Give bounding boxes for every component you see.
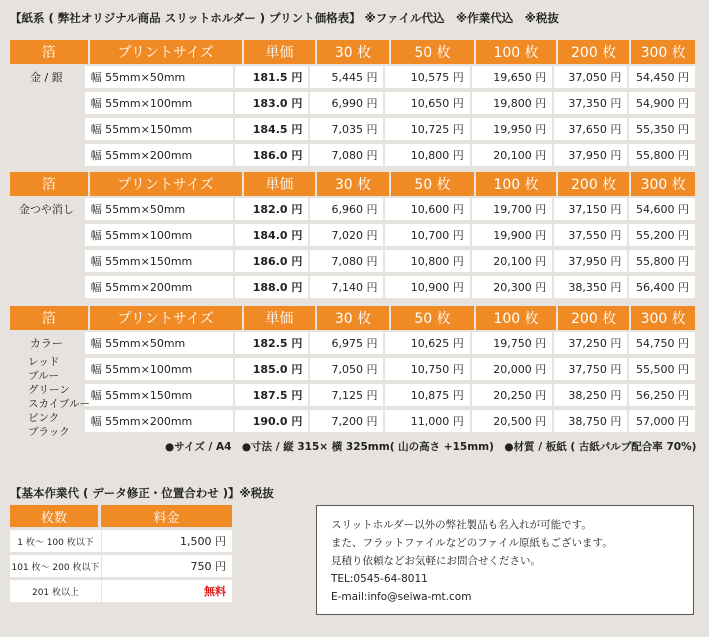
color-list bbox=[28, 355, 90, 439]
color-item: ブルー bbox=[28, 370, 60, 382]
unit-price-cell: 185.0 円 bbox=[235, 358, 308, 380]
table-row bbox=[10, 92, 695, 114]
price-cell: 6,960 円 bbox=[310, 198, 383, 220]
price-cell: 10,600 円 bbox=[385, 198, 469, 220]
price-cell: 55,200 円 bbox=[629, 224, 695, 246]
price-cell: 37,950 円 bbox=[554, 144, 627, 166]
size-cell: 幅 55mm×200mm bbox=[85, 410, 234, 432]
size-cell: 幅 55mm×50mm bbox=[85, 66, 234, 88]
unit-price-cell: 186.0 円 bbox=[235, 144, 308, 166]
color-item: スカイブルー bbox=[28, 398, 90, 410]
price-cell: 37,250 円 bbox=[554, 332, 627, 354]
unit-price-cell: 187.5 円 bbox=[235, 384, 308, 406]
info-line: また、フラットファイルなどのファイル原紙もございます。 bbox=[331, 537, 613, 549]
price-cell: 10,800 円 bbox=[385, 144, 469, 166]
header-cell: 300 枚 bbox=[631, 172, 695, 196]
price-cell: 10,700 円 bbox=[385, 224, 469, 246]
price-table bbox=[10, 306, 695, 436]
size-cell: 幅 55mm×200mm bbox=[85, 144, 234, 166]
price-cell: 11,000 円 bbox=[385, 410, 469, 432]
price-cell: 37,950 円 bbox=[554, 250, 627, 272]
foil-type-label: カラー bbox=[29, 337, 63, 350]
unit-price-cell: 188.0 円 bbox=[235, 276, 308, 298]
price-cell: 19,650 円 bbox=[472, 66, 553, 88]
header-cell: 単価 bbox=[244, 172, 316, 196]
basic-fee-row bbox=[10, 530, 232, 552]
price-cell: 7,050 円 bbox=[310, 358, 383, 380]
header-cell: 300 枚 bbox=[631, 40, 695, 64]
header-cell: 50 枚 bbox=[391, 40, 475, 64]
size-cell: 幅 55mm×100mm bbox=[85, 224, 234, 246]
size-cell: 幅 55mm×150mm bbox=[85, 384, 234, 406]
price-cell: 55,800 円 bbox=[629, 250, 695, 272]
header-cell: 100 枚 bbox=[476, 40, 556, 64]
info-line: スリットホルダー以外の弊社製品も名入れが可能です。 bbox=[331, 519, 592, 531]
price-cell: 10,725 円 bbox=[385, 118, 469, 140]
header-cell: 100 枚 bbox=[476, 306, 556, 330]
foil-type-label: 金つや消し bbox=[18, 203, 74, 216]
basic-fee-row bbox=[10, 580, 232, 602]
price-cell: 19,800 円 bbox=[472, 92, 553, 114]
price-cell: 37,350 円 bbox=[554, 92, 627, 114]
header-cell: 30 枚 bbox=[317, 306, 389, 330]
page-title: 【紙系 ( 弊社オリジナル商品 スリットホルダー ) プリント価格表】 ※ファイル代込 ※作業代込 ※税抜 bbox=[10, 11, 559, 25]
size-cell: 幅 55mm×150mm bbox=[85, 250, 234, 272]
header-cell: 30 枚 bbox=[317, 40, 389, 64]
price-cell: 10,575 円 bbox=[385, 66, 469, 88]
table-row bbox=[10, 384, 695, 406]
quantity-cell: 201 枚以上 bbox=[10, 580, 102, 602]
size-cell: 幅 55mm×50mm bbox=[85, 332, 234, 354]
table-row bbox=[10, 118, 695, 140]
header-cell: 50 枚 bbox=[391, 172, 475, 196]
table-header bbox=[10, 306, 695, 330]
header-fee: 料金 bbox=[101, 505, 232, 527]
price-cell: 55,350 円 bbox=[629, 118, 695, 140]
price-cell: 10,900 円 bbox=[385, 276, 469, 298]
basic-fee-table bbox=[10, 505, 232, 605]
fee-cell: 1,500 円 bbox=[180, 535, 226, 548]
price-cell: 10,625 円 bbox=[385, 332, 469, 354]
foil-type-label bbox=[10, 224, 83, 246]
header-cell: 200 枚 bbox=[558, 172, 630, 196]
basic-fee-header bbox=[10, 505, 232, 527]
price-cell: 37,750 円 bbox=[554, 358, 627, 380]
table-row bbox=[10, 250, 695, 272]
price-cell: 10,750 円 bbox=[385, 358, 469, 380]
basic-fee-row bbox=[10, 555, 232, 577]
header-quantity: 枚数 bbox=[10, 505, 98, 527]
info-line: 見積り依頼などお気軽にお問合せください。 bbox=[331, 555, 541, 567]
price-cell: 38,350 円 bbox=[554, 276, 627, 298]
size-cell: 幅 55mm×50mm bbox=[85, 198, 234, 220]
fee-cell-free: 無料 bbox=[204, 585, 226, 598]
foil-type-label bbox=[10, 250, 83, 272]
foil-type-label bbox=[10, 144, 83, 166]
price-cell: 7,125 円 bbox=[310, 384, 383, 406]
price-cell: 19,950 円 bbox=[472, 118, 553, 140]
fee-cell: 750 円 bbox=[190, 560, 226, 573]
basic-fee-title: 【基本作業代 ( データ修正・位置合わせ )】※税抜 bbox=[10, 486, 274, 500]
price-cell: 55,500 円 bbox=[629, 358, 695, 380]
unit-price-cell: 182.0 円 bbox=[235, 198, 308, 220]
unit-price-cell: 182.5 円 bbox=[235, 332, 308, 354]
price-cell: 7,080 円 bbox=[310, 250, 383, 272]
price-cell: 7,035 円 bbox=[310, 118, 383, 140]
price-cell: 20,000 円 bbox=[472, 358, 553, 380]
price-table bbox=[10, 172, 695, 302]
foil-type-label bbox=[10, 92, 83, 114]
price-cell: 5,445 円 bbox=[310, 66, 383, 88]
price-cell: 6,990 円 bbox=[310, 92, 383, 114]
price-cell: 55,800 円 bbox=[629, 144, 695, 166]
unit-price-cell: 190.0 円 bbox=[235, 410, 308, 432]
table-header bbox=[10, 172, 695, 196]
size-cell: 幅 55mm×100mm bbox=[85, 92, 234, 114]
price-cell: 56,400 円 bbox=[629, 276, 695, 298]
table-row bbox=[10, 276, 695, 298]
price-cell: 57,000 円 bbox=[629, 410, 695, 432]
table-header bbox=[10, 40, 695, 64]
foil-type-label bbox=[10, 276, 83, 298]
price-cell: 37,650 円 bbox=[554, 118, 627, 140]
price-cell: 19,900 円 bbox=[472, 224, 553, 246]
header-cell: 箔 bbox=[10, 172, 88, 196]
header-cell: プリントサイズ bbox=[90, 306, 242, 330]
size-cell: 幅 55mm×200mm bbox=[85, 276, 234, 298]
color-item: レッド bbox=[28, 356, 60, 368]
price-cell: 7,080 円 bbox=[310, 144, 383, 166]
price-cell: 20,250 円 bbox=[472, 384, 553, 406]
price-cell: 38,750 円 bbox=[554, 410, 627, 432]
price-cell: 56,250 円 bbox=[629, 384, 695, 406]
header-cell: 300 枚 bbox=[631, 306, 695, 330]
price-cell: 54,450 円 bbox=[629, 66, 695, 88]
price-cell: 10,800 円 bbox=[385, 250, 469, 272]
table-row bbox=[10, 198, 695, 220]
unit-price-cell: 181.5 円 bbox=[235, 66, 308, 88]
price-cell: 19,750 円 bbox=[472, 332, 553, 354]
table-row bbox=[10, 224, 695, 246]
size-cell: 幅 55mm×100mm bbox=[85, 358, 234, 380]
header-cell: 単価 bbox=[244, 40, 316, 64]
price-cell: 6,975 円 bbox=[310, 332, 383, 354]
price-cell: 54,750 円 bbox=[629, 332, 695, 354]
phone-number: TEL:0545-64-8011 bbox=[331, 573, 428, 585]
unit-price-cell: 184.0 円 bbox=[235, 224, 308, 246]
unit-price-cell: 184.5 円 bbox=[235, 118, 308, 140]
price-cell: 20,100 円 bbox=[472, 250, 553, 272]
price-cell: 10,875 円 bbox=[385, 384, 469, 406]
price-cell: 54,900 円 bbox=[629, 92, 695, 114]
quantity-cell: 1 枚～ 100 枚以下 bbox=[10, 530, 102, 552]
price-cell: 38,250 円 bbox=[554, 384, 627, 406]
header-cell: 200 枚 bbox=[558, 40, 630, 64]
price-cell: 37,550 円 bbox=[554, 224, 627, 246]
table-row bbox=[10, 410, 695, 432]
header-cell: 単価 bbox=[244, 306, 316, 330]
quantity-cell: 101 枚～ 200 枚以下 bbox=[10, 555, 102, 577]
price-cell: 20,300 円 bbox=[472, 276, 553, 298]
foil-type-label bbox=[10, 118, 83, 140]
header-cell: 200 枚 bbox=[558, 306, 630, 330]
table-row bbox=[10, 332, 695, 354]
price-cell: 7,020 円 bbox=[310, 224, 383, 246]
price-cell: 7,140 円 bbox=[310, 276, 383, 298]
price-cell: 37,150 円 bbox=[554, 198, 627, 220]
header-cell: 100 枚 bbox=[476, 172, 556, 196]
color-item: ピンク bbox=[28, 412, 60, 424]
table-row bbox=[10, 358, 695, 380]
header-cell: プリントサイズ bbox=[90, 172, 242, 196]
header-cell: 50 枚 bbox=[391, 306, 475, 330]
price-cell: 20,100 円 bbox=[472, 144, 553, 166]
header-cell: 箔 bbox=[10, 306, 88, 330]
contact-info-box bbox=[316, 505, 694, 615]
price-cell: 19,700 円 bbox=[472, 198, 553, 220]
price-cell: 54,600 円 bbox=[629, 198, 695, 220]
price-cell: 37,050 円 bbox=[554, 66, 627, 88]
header-cell: 30 枚 bbox=[317, 172, 389, 196]
price-cell: 7,200 円 bbox=[310, 410, 383, 432]
foil-type-label: 金 / 銀 bbox=[29, 71, 63, 84]
email-address: E-mail:info@seiwa-mt.com bbox=[331, 591, 472, 603]
table-row bbox=[10, 144, 695, 166]
color-item: ブラック bbox=[28, 426, 70, 438]
header-cell: プリントサイズ bbox=[90, 40, 242, 64]
table-row bbox=[10, 66, 695, 88]
price-cell: 20,500 円 bbox=[472, 410, 553, 432]
header-cell: 箔 bbox=[10, 40, 88, 64]
size-cell: 幅 55mm×150mm bbox=[85, 118, 234, 140]
spec-notes: ●サイズ / A4 ●寸法 / 縦 315× 横 325mm( 山の高さ +15mm) ●材質 / 板紙 ( 古紙パルプ配合率 70%) bbox=[165, 441, 697, 453]
price-table bbox=[10, 40, 695, 170]
unit-price-cell: 183.0 円 bbox=[235, 92, 308, 114]
unit-price-cell: 186.0 円 bbox=[235, 250, 308, 272]
color-item: グリーン bbox=[28, 384, 70, 396]
price-cell: 10,650 円 bbox=[385, 92, 469, 114]
